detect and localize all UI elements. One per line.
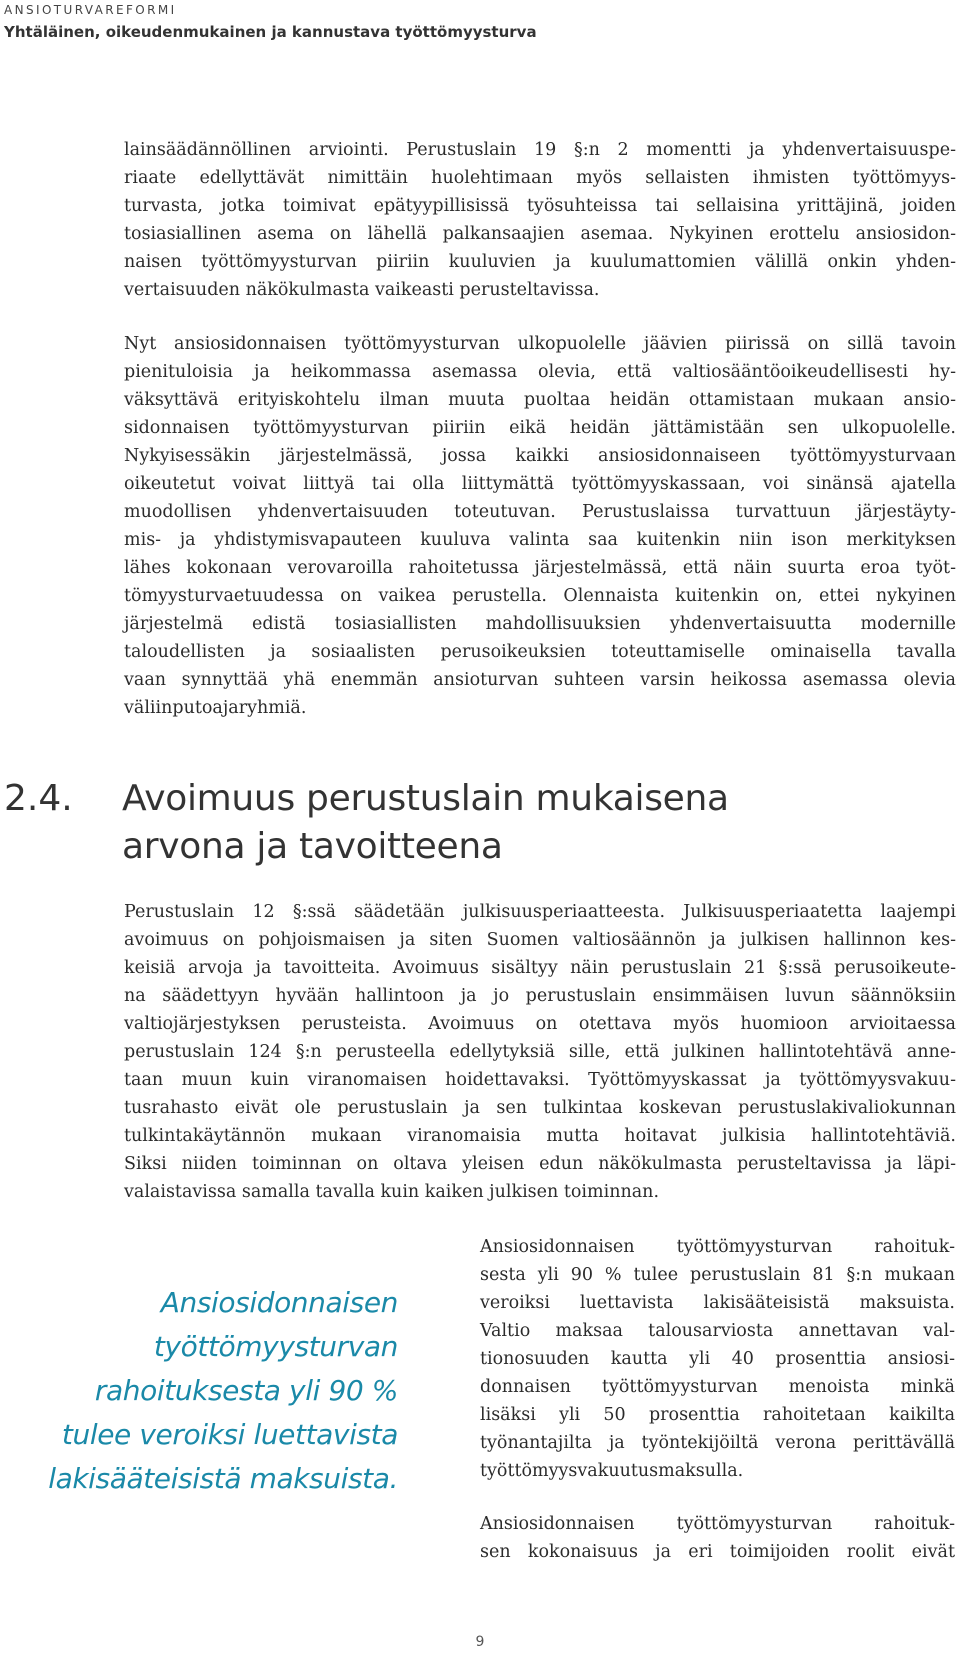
section-title: arvona ja tavoitteena <box>122 826 503 867</box>
text-line: väksyttävä erityiskohtelu ilman muuta puoltaa heidän ottamistaan mukaan ansio- <box>124 390 956 410</box>
text-line: riaate edellyttävät nimittäin huolehtimaan myös sellaisten ihmisten työttömyys- <box>124 168 956 188</box>
text-line: tömyysturvaetuudessa on vaikea perustella. Olennaista kuitenkin on, ettei nykyinen <box>124 586 956 606</box>
text-line: vertaisuuden näkökulmasta vaikeasti perusteltavissa. <box>124 280 600 300</box>
text-line: Ansiosidonnaisen työttömyysturvan rahoituk- <box>480 1237 955 1257</box>
section-title: Avoimuus perustuslain mukaisena <box>122 778 729 819</box>
pull-quote-line: rahoituksesta yli 90 % <box>94 1374 398 1407</box>
text-line: tulkintakäytännön mukaan viranomaisia mutta hoitavat julkisia hallintotehtäviä. <box>124 1126 956 1146</box>
text-line: lisäksi yli 50 prosenttia rahoitetaan kaikilta <box>480 1405 955 1425</box>
text-line: valtiojärjestyksen perusteista. Avoimuus on otettava myös huomioon arvioitaessa <box>124 1014 956 1034</box>
text-line: tionosuuden kautta yli 40 prosenttia ansiosi- <box>480 1349 955 1369</box>
text-line: lainsäädännöllinen arviointi. Perustuslain 19 §:n 2 momentti ja yhdenvertaisuuspe- <box>124 140 956 160</box>
text-line: valaistavissa samalla tavalla kuin kaiken julkisen toiminnan. <box>124 1182 660 1202</box>
text-line: naisen työttömyysturvan piiriin kuuluvien ja kuulumattomien välillä onkin yhden- <box>124 252 956 272</box>
pull-quote-line: tulee veroiksi luettavista <box>61 1418 398 1451</box>
text-line: vaan synnyttää yhä enemmän ansioturvan suhteen varsin heikossa asemassa olevia <box>124 670 956 690</box>
text-line: turvasta, jotka toimivat epätyypillisissä työsuhteissa tai sellaisina yrittäjinä, joiden <box>124 196 956 216</box>
text-line: lähes kokonaan verovaroilla rahoitetussa järjestelmässä, että näin suurta eroa työt- <box>124 558 956 578</box>
text-line: avoimuus on pohjoismaisen ja siten Suomen valtiosäännön ja julkisen hallinnon kes- <box>124 930 956 950</box>
text-line: pienituloisia ja heikommassa asemassa olevia, että valtiosääntöoikeudellisesti hy- <box>124 362 956 382</box>
text-line: muodollisen yhdenvertaisuuden toteutuvan. Perustuslaissa turvattuun järjestäyty- <box>124 502 956 522</box>
text-line: työnantajilta ja työntekijöiltä verona perittävällä <box>480 1433 955 1453</box>
text-line: sen kokonaisuus ja eri toimijoiden roolit eivät <box>480 1542 955 1562</box>
text-line: tosiasiallinen asema on lähellä palkansaajien asemaa. Nykyinen erottelu ansiosidon- <box>124 224 956 244</box>
pull-quote-line: Ansiosidonnaisen <box>160 1286 398 1319</box>
text-line: Ansiosidonnaisen työttömyysturvan rahoituk- <box>480 1514 955 1534</box>
text-line: Valtio maksaa talousarviosta annettavan val- <box>480 1321 955 1341</box>
text-line: keisiä arvoja ja tavoitteita. Avoimuus sisältyy näin perustuslain 21 §:ssä perusoikeute- <box>124 958 956 978</box>
section-number: 2.4. <box>4 778 73 819</box>
text-line: Perustuslain 12 §:ssä säädetään julkisuusperiaatteesta. Julkisuusperiaatetta laajempi <box>124 902 956 922</box>
text-line: veroiksi luettavista lakisääteisistä maksuista. <box>480 1293 955 1313</box>
pull-quote-line: lakisääteisistä maksuista. <box>48 1462 398 1495</box>
text-line: Nyt ansiosidonnaisen työttömyysturvan ulkopuolelle jäävien piirissä on sillä tavoin <box>124 334 956 354</box>
text-line: työttömyysvakuutusmaksulla. <box>480 1461 744 1481</box>
text-line: järjestelmä edistä tosiasiallisten mahdollisuuksien yhdenvertaisuutta modernille <box>124 614 956 634</box>
text-line: Nykyisessäkin järjestelmässä, jossa kaikki ansiosidonnaiseen työttömyysturvaan <box>124 446 956 466</box>
text-line: sidonnaisen työttömyysturvan piiriin eikä heidän jättämistään sen ulkopuolelle. <box>124 418 956 438</box>
text-line: oikeutetut voivat liittyä tai olla liittymättä työttömyyskassaan, voi sinänsä ajatella <box>124 474 956 494</box>
text-line: na säädettyyn hyvään hallintoon ja jo perustuslain ensimmäisen luvun säännöksiin <box>124 986 956 1006</box>
text-line: väliinputoajaryhmiä. <box>124 698 307 718</box>
text-line: mis- ja yhdistymisvapauteen kuuluva valinta saa kuitenkin niin ison merkityksen <box>124 530 956 550</box>
page-number: 9 <box>475 1634 485 1650</box>
text-line: perustuslain 124 §:n perusteella edellytyksiä sille, että julkinen hallintotehtävä anne- <box>124 1042 956 1062</box>
pull-quote-line: työttömyysturvan <box>153 1330 398 1363</box>
text-line: sesta yli 90 % tulee perustuslain 81 §:n mukaan <box>480 1265 955 1285</box>
text-line: Siksi niiden toiminnan on oltava yleisen edun näkökulmasta perusteltavissa ja läpi- <box>124 1154 956 1174</box>
header-kicker: ANSIOTURVAREFORMI <box>4 3 177 17</box>
text-line: donnaisen työttömyysturvan menoista minkä <box>480 1377 955 1397</box>
text-line: tusrahasto eivät ole perustuslain ja sen tulkintaa koskevan perustuslakivaliokunnan <box>124 1098 956 1118</box>
text-line: taan muun kuin viranomaisen hoidettavaksi. Työttömyyskassat ja työttömyysvakuu- <box>124 1070 956 1090</box>
header-title: Yhtäläinen, oikeudenmukainen ja kannustava työttömyysturva <box>4 23 537 41</box>
text-line: taloudellisten ja sosiaalisten perusoikeuksien toteuttamiselle ominaisella tavalla <box>124 642 956 662</box>
